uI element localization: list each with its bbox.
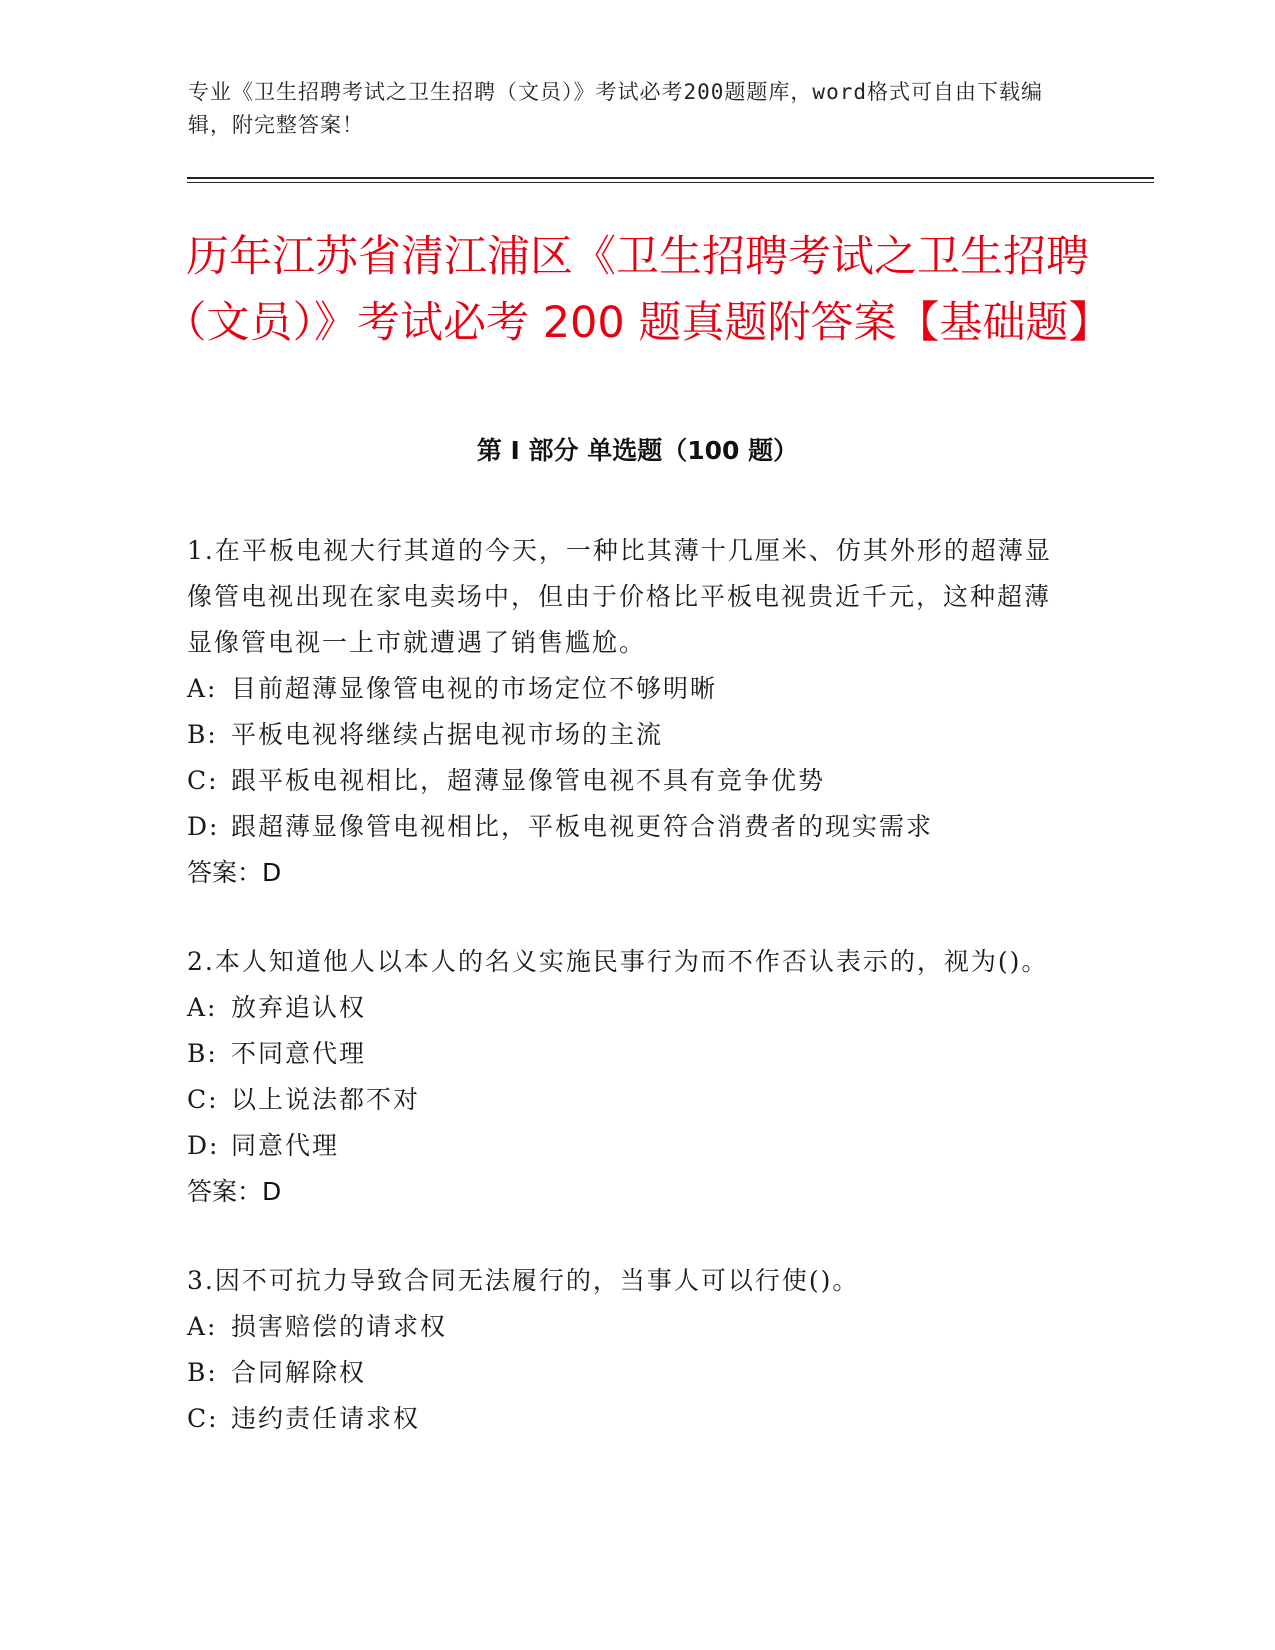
option-a [187,1304,1067,1350]
option-key: A: [187,674,218,703]
option-text: 不同意代理 [231,1039,367,1068]
document-title: 历年江苏省清江浦区《卫生招聘考试之卫生招聘（文员）》考试必考 200 题真题附答案【基础题】 [163,232,1112,348]
option-key: C: [187,1404,219,1433]
question-stem: 3.因不可抗力导致合同无法履行的，当事人可以行使()。 [187,1266,860,1295]
question-stem: 2.本人知道他人以本人的名义实施民事行为而不作否认表示的，视为()。 [187,947,1049,976]
answer-line: 答案：D [187,858,282,887]
option-key: B: [187,720,218,749]
option-d [187,1123,1067,1169]
option-text: 以上说法都不对 [231,1085,421,1114]
option-b [187,712,1067,758]
option-a [187,985,1067,1031]
option-c [187,1396,1067,1442]
answer-line: 答案：D [187,1177,282,1206]
header-note: 专业《卫生招聘考试之卫生招聘（文员）》考试必考200题题库，word格式可自由下载编辑，附完整答案！ [188,80,1043,137]
option-text: 违约责任请求权 [231,1404,421,1433]
option-b [187,1031,1067,1077]
option-key: D: [187,1131,220,1160]
option-c [187,1077,1067,1123]
option-c [187,758,1067,804]
section-title: 第 I 部分 单选题（100 题） [476,436,799,465]
option-b [187,1350,1067,1396]
question-list [187,528,1067,1485]
option-text: 放弃追认权 [231,993,367,1022]
option-a [187,666,1067,712]
option-text: 跟平板电视相比，超薄显像管电视不具有竞争优势 [231,766,826,795]
option-text: 目前超薄显像管电视的市场定位不够明晰 [231,674,718,703]
option-key: C: [187,1085,219,1114]
question-stem: 1.在平板电视大行其道的今天，一种比其薄十几厘米、仿其外形的超薄显像管电视出现在家电卖场中，但由于价格比平板电视贵近千元，这种超薄显像管电视一上市就遭遇了销售尴尬。 [187,536,1052,657]
option-key: A: [187,1312,218,1341]
question-3 [187,1258,1067,1442]
option-text: 同意代理 [231,1131,340,1160]
option-key: C: [187,766,219,795]
option-key: B: [187,1039,218,1068]
option-text: 平板电视将继续占据电视市场的主流 [231,720,664,749]
option-text: 合同解除权 [231,1358,367,1387]
option-key: B: [187,1358,218,1387]
question-1 [187,528,1067,896]
option-key: A: [187,993,218,1022]
question-2 [187,939,1067,1215]
option-key: D: [187,812,220,841]
option-text: 跟超薄显像管电视相比，平板电视更符合消费者的现实需求 [231,812,934,841]
header-divider-thin [187,182,1154,183]
header-divider-thick [187,177,1154,179]
option-d [187,804,1067,850]
option-text: 损害赔偿的请求权 [231,1312,448,1341]
